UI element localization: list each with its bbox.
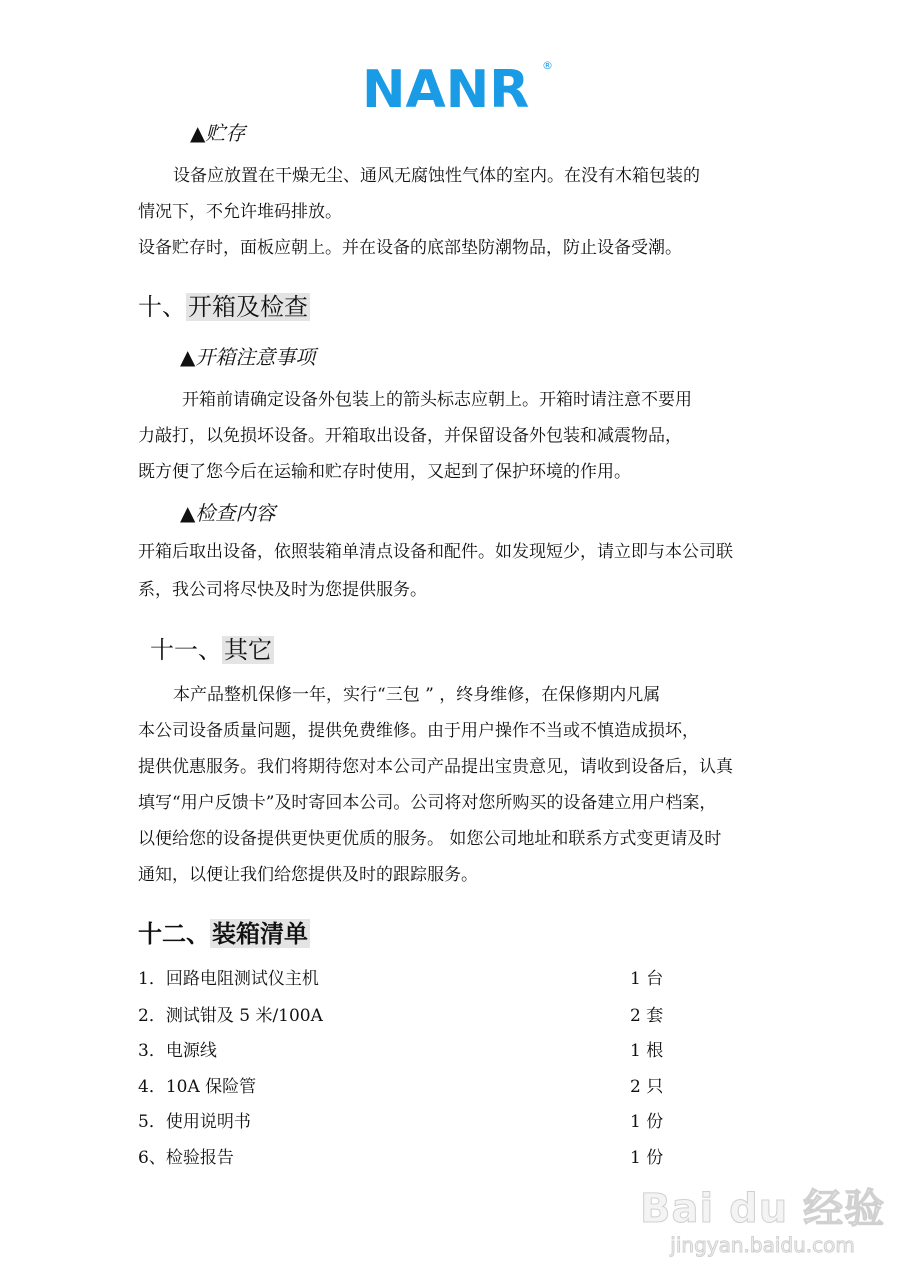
section-11-heading	[150, 634, 274, 666]
unpacking-notes-heading: ▲开箱注意事项	[180, 345, 316, 369]
baidu-watermark	[640, 1186, 885, 1258]
section-title: 开箱及检查	[188, 293, 308, 321]
section-title: 装箱清单	[212, 919, 308, 948]
storage-line: 设备应放置在干燥无尘、通风无腐蚀性气体的室内。在没有木箱包装的	[173, 166, 700, 186]
packing-item-qty: 1 份	[630, 1112, 664, 1132]
nanr-logo: NANR	[362, 60, 530, 120]
packing-item-qty: 2 套	[630, 1006, 664, 1026]
packing-item-qty: 1 台	[630, 969, 664, 989]
section-number: 十、	[138, 293, 186, 321]
other-line: 通知，以便让我们给您提供及时的跟踪服务。	[138, 865, 478, 885]
section-number: 十一、	[150, 636, 222, 664]
notes-line: 力敲打，以免损坏设备。开箱取出设备，并保留设备外包装和减震物品，	[138, 426, 682, 446]
packing-item-qty: 1 根	[630, 1041, 664, 1061]
packing-item-name: 5．使用说明书	[138, 1112, 251, 1132]
other-line: 本产品整机保修一年，实行“三包 ” ，终身维修，在保修期内凡属	[173, 685, 661, 705]
section-10-heading	[138, 291, 310, 323]
packing-item-name: 4．10A 保险管	[138, 1077, 257, 1097]
section-12-heading	[138, 918, 310, 950]
registered-mark: ®	[542, 59, 553, 72]
storage-heading: ▲贮存	[190, 121, 246, 145]
storage-line: 设备贮存时，面板应朝上。并在设备的底部垫防潮物品，防止设备受潮。	[138, 238, 682, 258]
other-line: 本公司设备质量问题，提供免费维修。由于用户操作不当或不慎造成损坏，	[138, 721, 699, 741]
packing-item-name: 1．回路电阻测试仪主机	[138, 969, 319, 989]
inspection-line: 开箱后取出设备，依照装箱单清点设备和配件。如发现短少，请立即与本公司联	[138, 542, 733, 562]
packing-item-name: 3．电源线	[138, 1041, 217, 1061]
notes-line: 既方便了您今后在运输和贮存时使用，又起到了保护环境的作用。	[138, 462, 631, 482]
packing-item-qty: 1 份	[630, 1148, 664, 1168]
inspection-heading: ▲检查内容	[180, 501, 276, 525]
other-line: 填写“用户反馈卡”及时寄回本公司。公司将对您所购买的设备建立用户档案，	[138, 793, 717, 813]
storage-line: 情况下，不允许堆码排放。	[138, 202, 342, 222]
notes-line: 开箱前请确定设备外包装上的箭头标志应朝上。开箱时请注意不要用	[182, 390, 692, 410]
packing-item-name: 2．测试钳及 5 米/100A	[138, 1006, 323, 1026]
packing-item-name: 6、检验报告	[138, 1148, 234, 1168]
other-line: 提供优惠服务。我们将期待您对本公司产品提出宝贵意见，请收到设备后，认真	[138, 757, 733, 777]
section-title: 其它	[224, 636, 272, 664]
other-line: 以便给您的设备提供更快更优质的服务。 如您公司地址和联系方式变更请及时	[138, 829, 722, 849]
section-number: 十二、	[138, 919, 210, 948]
watermark-url: jingyan.baidu.com	[670, 1233, 855, 1257]
packing-item-qty: 2 只	[630, 1077, 664, 1097]
watermark-brand: Bai du 经验	[640, 1186, 886, 1232]
inspection-line: 系，我公司将尽快及时为您提供服务。	[138, 580, 427, 600]
